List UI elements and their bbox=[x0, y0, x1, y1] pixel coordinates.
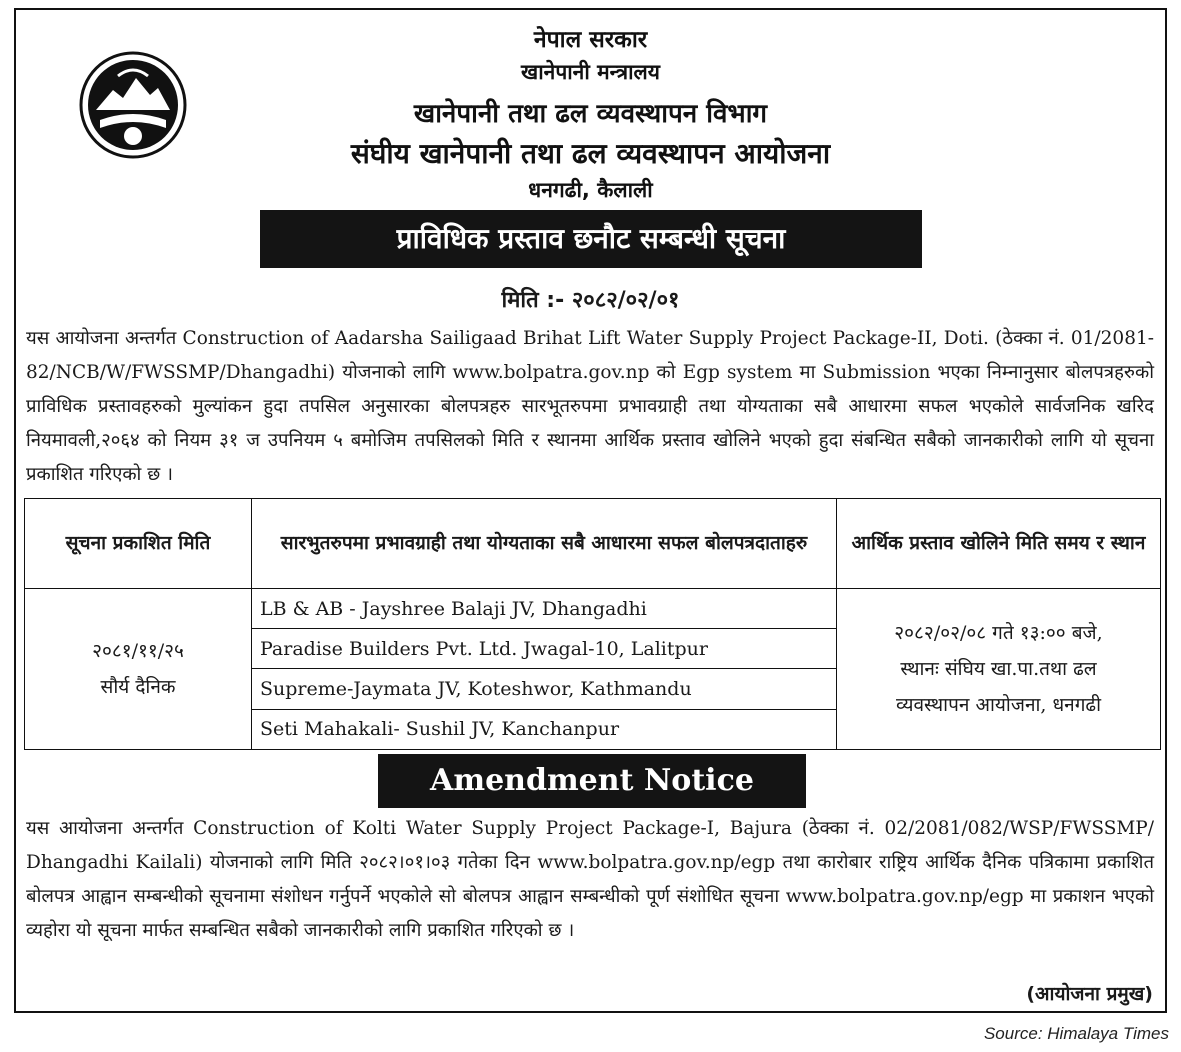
opening-date-time: २०८२/०२/०८ गते १३:०० बजे, bbox=[894, 621, 1103, 644]
notice-document bbox=[14, 8, 1167, 1013]
intro-paragraph: यस आयोजना अन्तर्गत Construction of Aadarsha Sailigaad Brihat Lift Water Supply Project Package-II, Doti. (ठेक्का नं. 01/2081-82/NCB/W/FWSSMP/Dhangadhi) योजनाको लागि www.bolpatra.gov.np को Egp system मा Submission भएका निम्नानुसार बोलपत्रहरुको प्राविधिक प्रस्तावहरुको मुल्यांकन हुदा तपसिल अनुसारका बोलपत्रहरु सारभूतरुपमा प्रभावग्राही तथा योग्यताका सबै आधारमा सफल भएकोले सार्वजनिक खरिद नियमावली,२०६४ को नियम ३१ ज उपनियम ५ बमोजिम तपसिलको मिति र स्थानमा आर्थिक प्रस्ताव खोलिने भएको हुदा संबन्धित सबैको जानकारीको लागि यो सूचना प्रकाशित गरिएको छ । bbox=[26, 328, 1154, 485]
notice-date: मिति :- २०८२/०२/०१ bbox=[501, 288, 680, 313]
published-date: २०८१/११/२५ bbox=[92, 639, 184, 662]
header-ministry: खानेपानी मन्त्रालय bbox=[521, 60, 660, 84]
header-published-date: सूचना प्रकाशित मिति bbox=[25, 499, 252, 589]
published-newspaper: सौर्य दैनिक bbox=[100, 675, 176, 698]
opening-place-line2: व्यवस्थापन आयोजना, धनगढी bbox=[895, 693, 1102, 716]
bidder-cell: Paradise Builders Pvt. Ltd. Jwagal-10, Lalitpur bbox=[252, 629, 837, 669]
table-row bbox=[25, 588, 1161, 628]
source-credit: Source: Himalaya Times bbox=[983, 1024, 1169, 1043]
header-government: नेपाल सरकार bbox=[533, 27, 648, 53]
bidder-cell: Supreme-Jaymata JV, Koteshwor, Kathmandu bbox=[252, 669, 837, 709]
bidder-cell: LB & AB - Jayshree Balaji JV, Dhangadhi bbox=[252, 588, 837, 628]
amendment-paragraph: यस आयोजना अन्तर्गत Construction of Kolti Water Supply Project Package-I, Bajura (ठेक्का नं. 02/2081/082/WSP/FWSSMP/ Dhangadhi Kailali) योजनाको लागि मिति २०८२।०१।०३ गतेका दिन www.bolpatra.gov.np/egp तथा कारोबार राष्ट्रिय आर्थिक दैनिक पत्रिकामा प्रकाशित बोलपत्र आह्वान सम्बन्धीको सूचनामा संशोधन गर्नुपर्ने भएकोले सो बोलपत्र आह्वान सम्बन्धीको पूर्ण संशोधित सूचना www.bolpatra.gov.np/egp मा प्रकाशन भएको व्यहोरा यो सूचना मार्फत सम्बन्धित सबैको जानकारीको लागि प्रकाशित गरिएको छ । bbox=[26, 818, 1154, 941]
header-location: धनगढी, कैलाली bbox=[528, 178, 653, 202]
published-date-cell bbox=[25, 588, 252, 749]
header-project: संघीय खानेपानी तथा ढल व्यवस्थापन आयोजना bbox=[350, 137, 831, 170]
signature-project-chief: (आयोजना प्रमुख) bbox=[1026, 983, 1153, 1005]
bidders-table bbox=[24, 498, 1161, 750]
amendment-title-banner: Amendment Notice bbox=[378, 754, 806, 808]
bidder-cell: Seti Mahakali- Sushil JV, Kanchanpur bbox=[252, 709, 837, 749]
opening-place-line1: स्थानः संघिय खा.पा.तथा ढल bbox=[900, 657, 1097, 680]
table-header-row bbox=[25, 499, 1161, 589]
header-department: खानेपानी तथा ढल व्यवस्थापन विभाग bbox=[413, 99, 768, 129]
header-opening-time-place: आर्थिक प्रस्ताव खोलिने मिति समय र स्थान bbox=[837, 499, 1161, 589]
notice-title-banner: प्राविधिक प्रस्ताव छनौट सम्बन्धी सूचना bbox=[260, 210, 922, 268]
header-successful-bidders: सारभुतरुपमा प्रभावग्राही तथा योग्यताका सबै आधारमा सफल बोलपत्रदाताहरु bbox=[252, 499, 837, 589]
opening-details-cell bbox=[837, 588, 1161, 749]
